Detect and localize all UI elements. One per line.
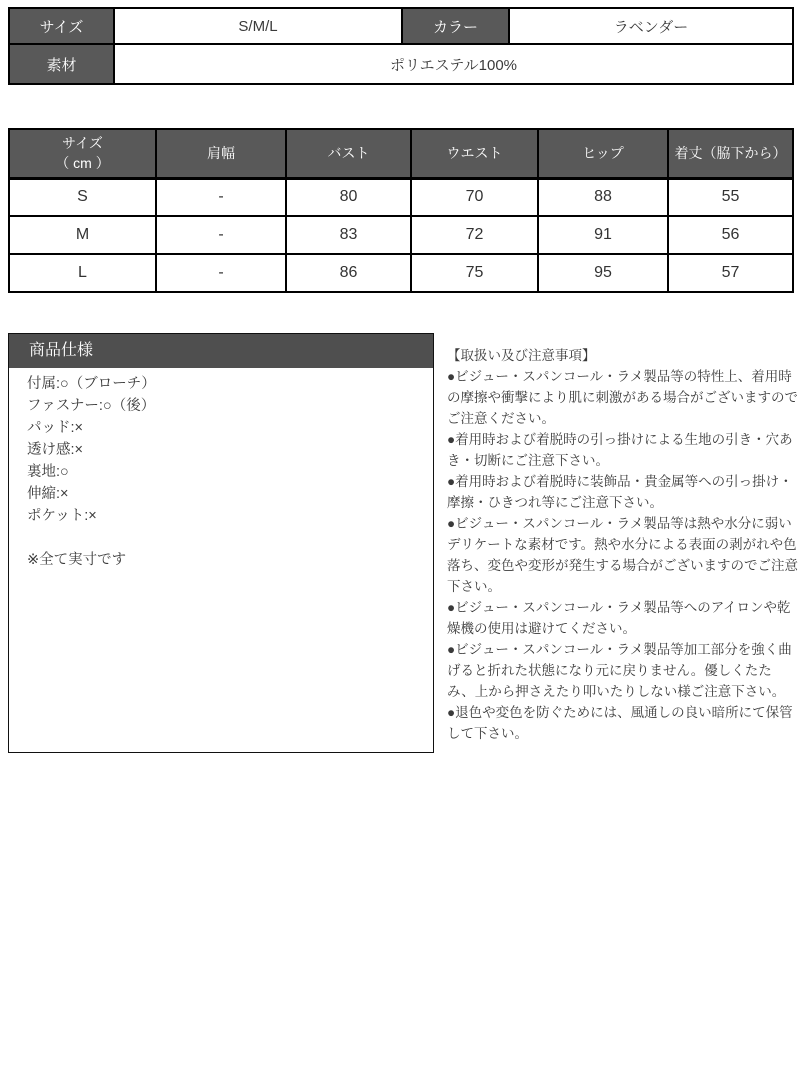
size-chart-header-row	[9, 129, 793, 178]
color-value-cell: ラベンダー	[509, 8, 793, 44]
spec-item-pad: パッド:×	[27, 420, 83, 436]
spec-item-pocket: ポケット:×	[27, 508, 97, 524]
care-note-item: ●ビジュー・スパンコール・ラメ製品等の特性上、着用時の摩擦や衝撃により肌に刺激がある場合がございますのでご注意ください。	[447, 369, 798, 426]
care-notes-title: 【取扱い及び注意事項】	[447, 348, 596, 363]
size-chart-header-waist: ウエスト	[411, 129, 538, 178]
size-cell: L	[9, 254, 156, 292]
spec-item-accessory: 付属:○（ブローチ）	[27, 376, 156, 392]
size-value-cell: S/M/L	[114, 8, 402, 44]
product-info-table	[8, 7, 794, 85]
spec-item-fastener: ファスナー:○（後）	[27, 398, 156, 414]
care-note-item: ●ビジュー・スパンコール・ラメ製品等加工部分を強く曲げると折れた状態になり元に戻りません。優しくたたみ、上から押さえたり叩いたりしない様ご注意下さい。	[447, 642, 792, 699]
material-label-cell: 素材	[9, 44, 114, 84]
size-chart-header-size	[9, 129, 156, 178]
value-cell: 80	[286, 178, 411, 216]
color-label-cell: カラー	[402, 8, 509, 44]
value-cell: 95	[538, 254, 668, 292]
care-note-item: ●着用時および着脱時に装飾品・貴金属等への引っ掛け・摩擦・ひきつれ等にご注意下さい。	[447, 474, 793, 510]
spec-note: ※全て実寸です	[27, 552, 127, 568]
value-cell: -	[156, 178, 286, 216]
care-note-item: ●退色や変色を防ぐためには、風通しの良い暗所にて保管して下さい。	[447, 705, 793, 741]
size-chart-header-size-line2: （ cm ）	[55, 155, 110, 172]
spec-item-stretch: 伸縮:×	[27, 486, 69, 502]
value-cell: 88	[538, 178, 668, 216]
info-row-size-color	[9, 8, 793, 44]
size-chart-row-l	[9, 254, 793, 292]
care-note-item: ●ビジュー・スパンコール・ラメ製品等は熱や水分に弱いデリケートな素材です。熱や水分による表面の剥がれや色落ち、変色や変形が発生する場合がございますのでご注意下さい。	[447, 516, 798, 594]
value-cell: 83	[286, 216, 411, 254]
spec-item-lining: 裏地:○	[27, 464, 69, 480]
value-cell: 70	[411, 178, 538, 216]
care-notes	[447, 345, 799, 744]
size-chart-header-shoulder: 肩幅	[156, 129, 286, 178]
size-chart-header-hip: ヒップ	[538, 129, 668, 178]
value-cell: 75	[411, 254, 538, 292]
size-cell: S	[9, 178, 156, 216]
size-chart-header-size-line1: サイズ	[62, 135, 103, 152]
value-cell: 72	[411, 216, 538, 254]
size-chart-table	[8, 128, 794, 293]
value-cell: 86	[286, 254, 411, 292]
care-note-item: ●着用時および着脱時の引っ掛けによる生地の引き・穴あき・切断にご注意下さい。	[447, 432, 793, 468]
size-chart-header-length: 着丈（脇下から）	[668, 129, 793, 178]
value-cell: -	[156, 216, 286, 254]
size-cell: M	[9, 216, 156, 254]
value-cell: 91	[538, 216, 668, 254]
size-label-cell: サイズ	[9, 8, 114, 44]
spec-item-sheerness: 透け感:×	[27, 442, 83, 458]
value-cell: 56	[668, 216, 793, 254]
value-cell: 57	[668, 254, 793, 292]
value-cell: 55	[668, 178, 793, 216]
spec-box	[8, 333, 434, 753]
spec-box-title: 商品仕様	[9, 334, 433, 368]
size-chart-row-s	[9, 178, 793, 216]
value-cell: -	[156, 254, 286, 292]
spec-box-body	[9, 368, 433, 576]
size-chart-row-m	[9, 216, 793, 254]
size-chart-header-bust: バスト	[286, 129, 411, 178]
info-row-material	[9, 44, 793, 84]
care-note-item: ●ビジュー・スパンコール・ラメ製品等へのアイロンや乾燥機の使用は避けてください。	[447, 600, 791, 636]
material-value-cell: ポリエステル100%	[114, 44, 793, 84]
